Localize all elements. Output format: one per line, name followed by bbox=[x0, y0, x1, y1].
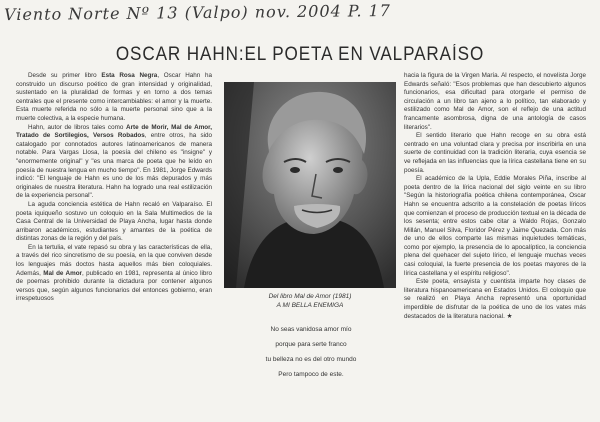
poem-line: porque para serte franco bbox=[275, 341, 347, 348]
handwritten-source-note: Viento Norte Nº 13 (Valpo) nov. 2004 P. 17 bbox=[3, 1, 392, 25]
caption-poem-title: A MI BELLA ENEMIGA bbox=[276, 302, 344, 309]
left-paragraph: La aguda conciencia estética de Hahn recaló en Valparaíso. El poeta iquiqueño sostuvo un coloquio en la Sala Multimedios de la Casa Central de la Universidad de Playa Ancha, lugar hasta donde arribaron académicos, estudiantes y amantes de la poética de distintas zonas de la región y del país. bbox=[16, 200, 212, 243]
right-paragraph: hacia la figura de la Virgen María. Al respecto, el novelista Jorge Edwards señaló: "Esos problemas que han descubierto algunos funcionarios, esa dificultad para otorgarle el permiso de circulación a un libro tan ajeno a lo político, tan elaborado y estilizado como Mal de Amor, son el reflejo de una actitud francamente asombrosa, digna de una antología de casos literarios". bbox=[404, 72, 586, 131]
poem-line: No seas vanidosa amor mío bbox=[270, 326, 352, 333]
right-paragraph: El académico de la Upla, Eddie Morales Piña, inscribe al poeta dentro de la lírica nacional del siglo veinte en su libro "Según la historiografía poética chilena contemporánea, Oscar Hahn se encuentra adscrito a la constelación de poetas líricos que comienzan el proceso de producción textual en la década de los sesenta; entre estos cabe citar a Waldo Rojas, Gonzalo Millán, Manuel Silva, Floridor Pérez y Jaime Quezada. Con más de uno de ellos comparte las mismas inquietudes temáticas, como por ejemplo, la presencia de lo apocalíptico, la conciencia plena del quehacer del sujeto lírico, el lenguaje muchas veces casi coloquial, la fuerte presencia de los poetas mayores de la lírica castellana y el espíritu religioso". bbox=[404, 175, 586, 277]
right-paragraph: El sentido literario que Hahn recoge en su obra está centrado en una voluntad clara y precisa por inscribirla en una suerte de continuidad con la tradición literaria, cuya esencia se ve reflejada en las influencias que la lírica castellana tiene en su poesía. bbox=[404, 132, 586, 174]
left-column bbox=[16, 72, 212, 304]
author-portrait-photo bbox=[224, 82, 396, 288]
left-paragraph: En la tertulia, el vate repasó su obra y las características de ella, a través del rico sincretismo de su poesía, en la que conviven desde los lenguajes más doctos hasta aquellos más bien coloquiales. Además, Mal de Amor, publicado en 1981, representa al único libro de poemas prohibido durante la dictadura por contener algunos versos que, según algunos funcionarios del entonces gobierno, eran irrespetuosos bbox=[16, 243, 212, 303]
poem-line: tu belleza no es del otro mundo bbox=[265, 356, 357, 363]
left-paragraph: Hahn, autor de libros tales como Arte de Morir, Mal de Amor, Tratado de Sortilegios, Versos Robados, entre otros, ha sido catalogado por connotados autores latinoamericanos de manera notable. Para Vargas Llosa, la poesía del chileno es "insigne" y "enormemente original" y "es una marca de poeta que he leído en poesía de nuestra lengua en mucho tiempo". En 1981, Jorge Edwards indicó: "El lenguaje de Hahn es uno de los más depurados y más originales de nuestra literatura. Hahn ha logrado una real estilización de la experiencia personal". bbox=[16, 123, 213, 200]
left-paragraph: Desde su primer libro Esta Rosa Negra, Oscar Hahn ha construido un discurso poético de gran intensidad y originalidad, sustentado en la pluralidad de formas y en torno a dos temas centrales que el presente como intercambiables: el amor y la muerte. Esta muerte referida no sólo a la muerte personal sino que a la muerte colectiva, a la especie humana. bbox=[16, 72, 212, 122]
poem-line: Pero tampoco de este. bbox=[278, 371, 344, 378]
poem-excerpt bbox=[232, 322, 390, 382]
right-paragraph: Este poeta, ensayista y cuentista imparte hoy clases de literatura hispanoamericana en Estados Unidos. El coloquio que se realizó en Playa Ancha representó una oportunidad imperdible de disfrutar de la poética de uno de los vates más destacados de la literatura nacional. ★ bbox=[404, 278, 586, 320]
right-column bbox=[404, 72, 586, 321]
article-title: OSCAR HAHN:EL POETA EN VALPARAÍSO bbox=[115, 44, 485, 65]
caption-book-reference: Del libro Mal de Amor (1981) bbox=[268, 293, 352, 300]
photo-caption bbox=[224, 292, 396, 310]
